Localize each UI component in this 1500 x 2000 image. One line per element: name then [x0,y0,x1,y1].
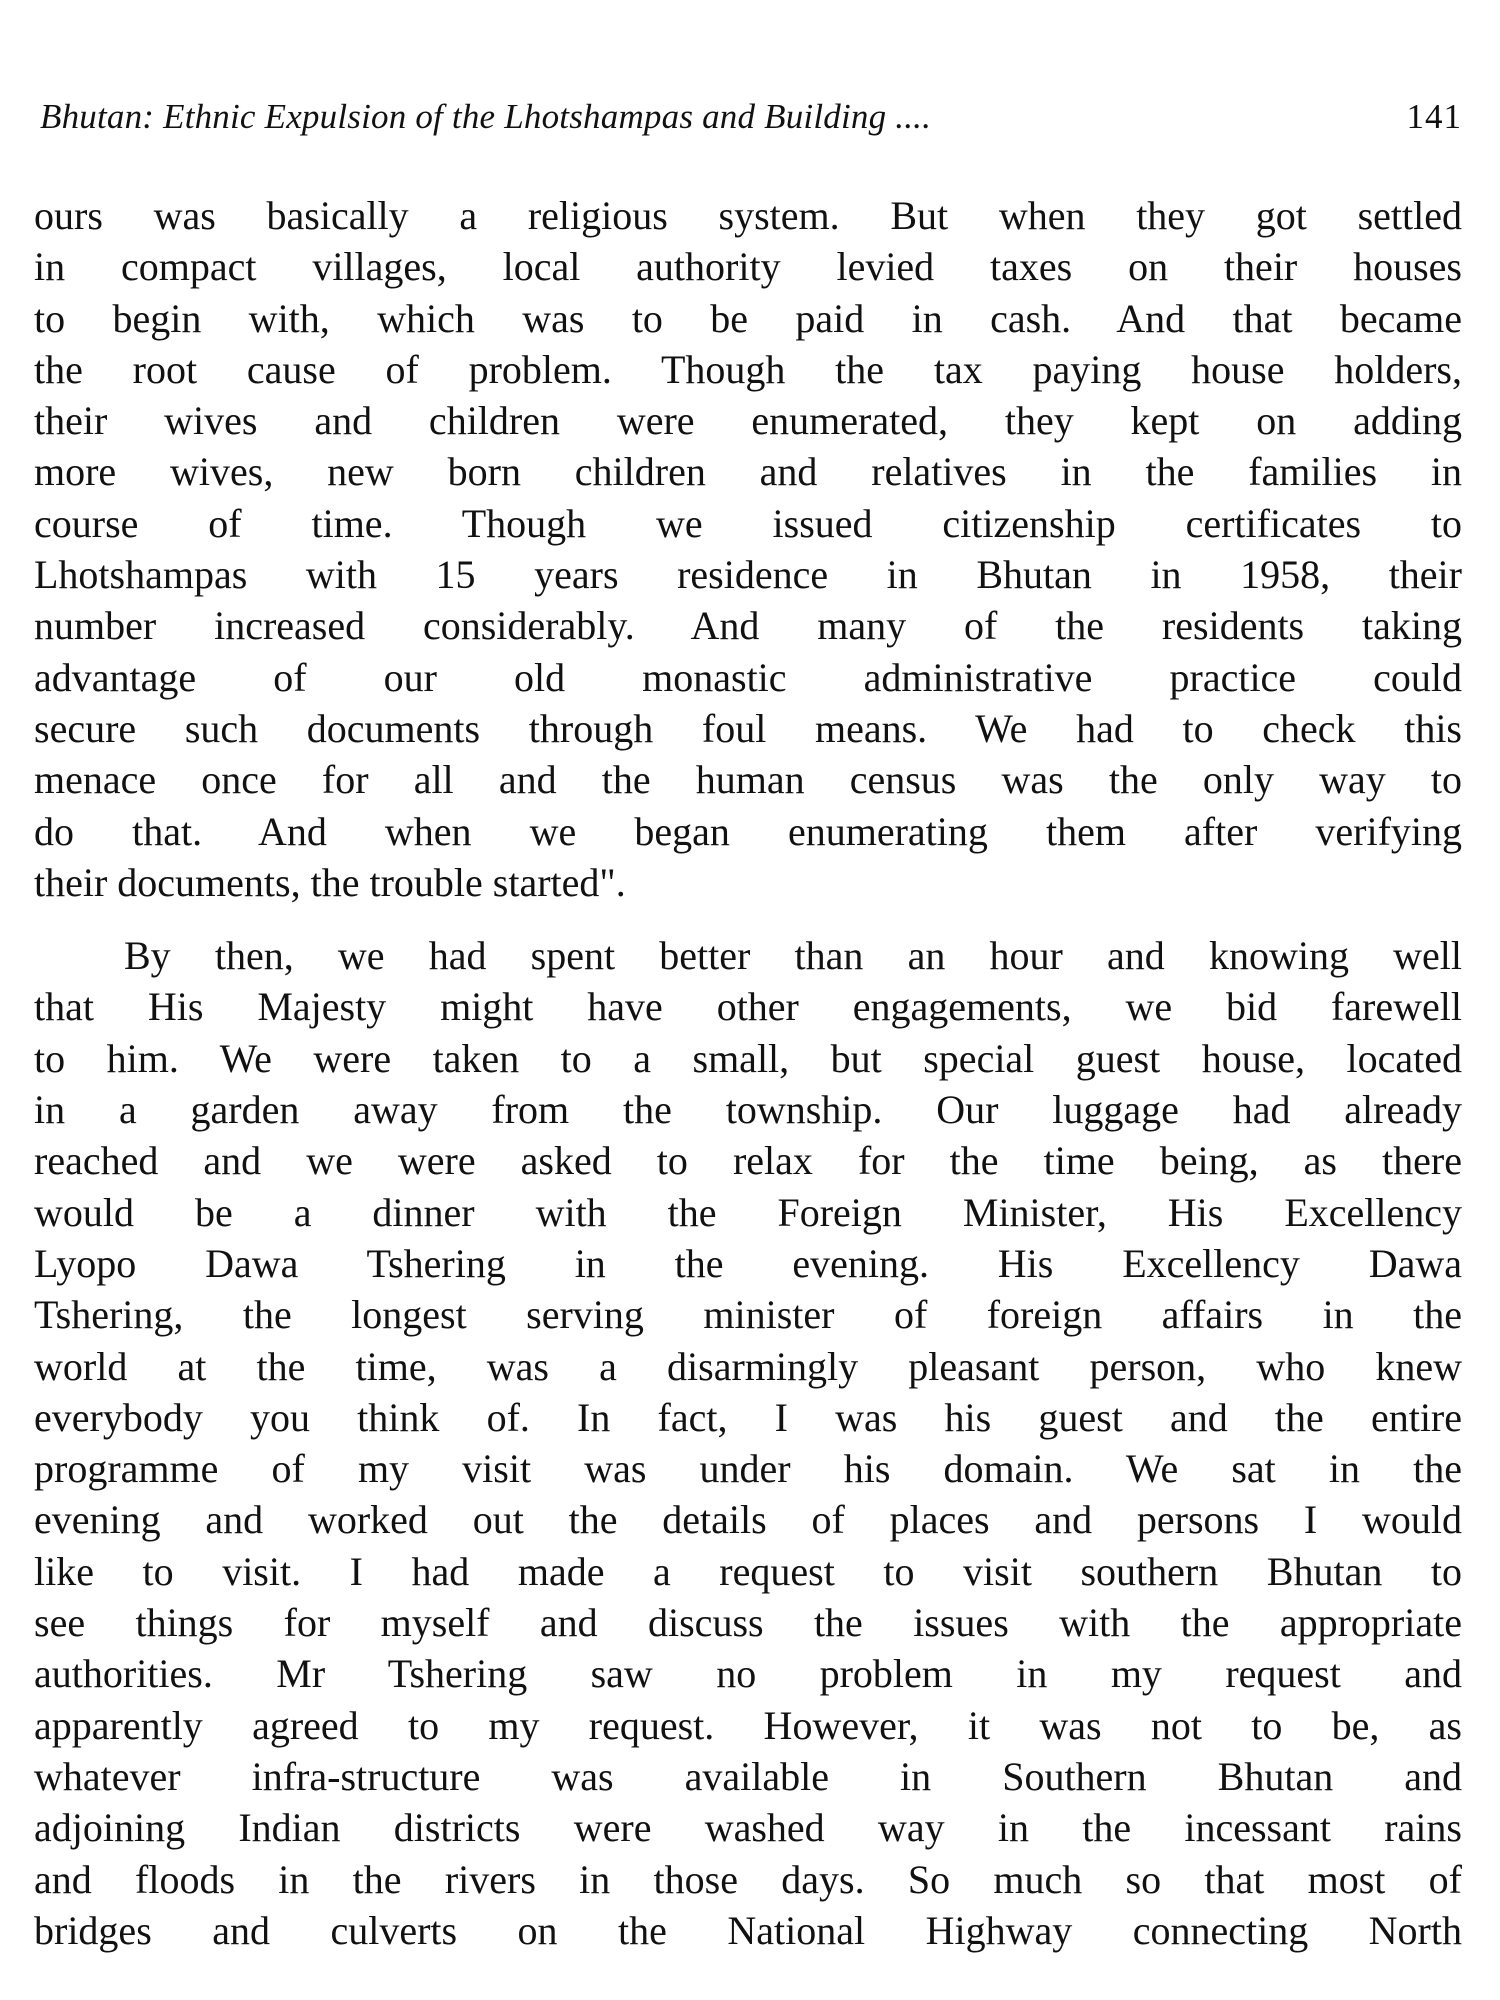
text-line: By then, we had spent better than an hour and knowing well [124,933,1462,979]
paragraph-continued-quote [34,190,1462,908]
running-header [40,92,1462,142]
text-line: would be a dinner with the Foreign Minister, His Excellency [34,1189,1462,1235]
text-line: evening and worked out the details of places and persons I would [34,1497,1462,1543]
text-line: like to visit. I had made a request to visit southern Bhutan to [34,1548,1462,1594]
text-line: adjoining Indian districts were washed way in the incessant rains [34,1805,1462,1851]
text-line: secure such documents through foul means. We had to check this [34,705,1462,751]
text-line: their documents, the trouble started". [34,859,626,905]
paragraph-gap [34,908,1462,930]
text-line: that His Majesty might have other engagements, we bid farewell [34,984,1462,1030]
text-line: Lyopo Dawa Tshering in the evening. His Excellency Dawa [34,1240,1462,1286]
text-line: to him. We were taken to a small, but special guest house, located [34,1035,1462,1081]
text-line: reached and we were asked to relax for the time being, as there [34,1138,1462,1184]
text-line: apparently agreed to my request. However, it was not to be, as [34,1702,1462,1748]
text-line: everybody you think of. In fact, I was his guest and the entire [34,1394,1462,1440]
text-line: the root cause of problem. Though the tax paying house holders, [34,346,1462,392]
text-line: to begin with, which was to be paid in cash. And that became [34,295,1462,341]
text-line: world at the time, was a disarmingly pleasant person, who knew [34,1343,1462,1389]
body-text [34,190,1462,1956]
text-line: in a garden away from the township. Our luggage had already [34,1087,1462,1133]
text-line: authorities. Mr Tshering saw no problem in my request and [34,1651,1462,1697]
text-line: ours was basically a religious system. But when they got settled [34,193,1462,238]
text-line: course of time. Though we issued citizenship certificates to [34,500,1462,546]
text-line: menace once for all and the human census was the only way to [34,757,1462,803]
text-line: their wives and children were enumerated, they kept on adding [34,398,1462,444]
text-line: Lhotshampas with 15 years residence in Bhutan in 1958, their [34,552,1462,598]
text-line: bridges and culverts on the National Highway connecting North [34,1907,1462,1953]
text-line: number increased considerably. And many of the residents taking [34,603,1462,649]
running-title: Bhutan: Ethnic Expulsion of the Lhotshampas and Building .... [40,97,932,136]
text-line: whatever infra-structure was available in Southern Bhutan and [34,1753,1462,1799]
text-line: and floods in the rivers in those days. So much so that most of [34,1856,1462,1902]
text-line: do that. And when we began enumerating them after verifying [34,808,1462,854]
text-line: advantage of our old monastic administrative practice could [34,654,1462,700]
text-line: Tshering, the longest serving minister of foreign affairs in the [34,1292,1462,1338]
text-line: programme of my visit was under his domain. We sat in the [34,1446,1462,1492]
text-line: see things for myself and discuss the issues with the appropriate [34,1600,1462,1646]
text-line: in compact villages, local authority levied taxes on their houses [34,244,1462,290]
text-line: more wives, new born children and relatives in the families in [34,449,1462,495]
page-number: 141 [1406,97,1462,136]
paragraph-farewell [34,930,1462,1956]
